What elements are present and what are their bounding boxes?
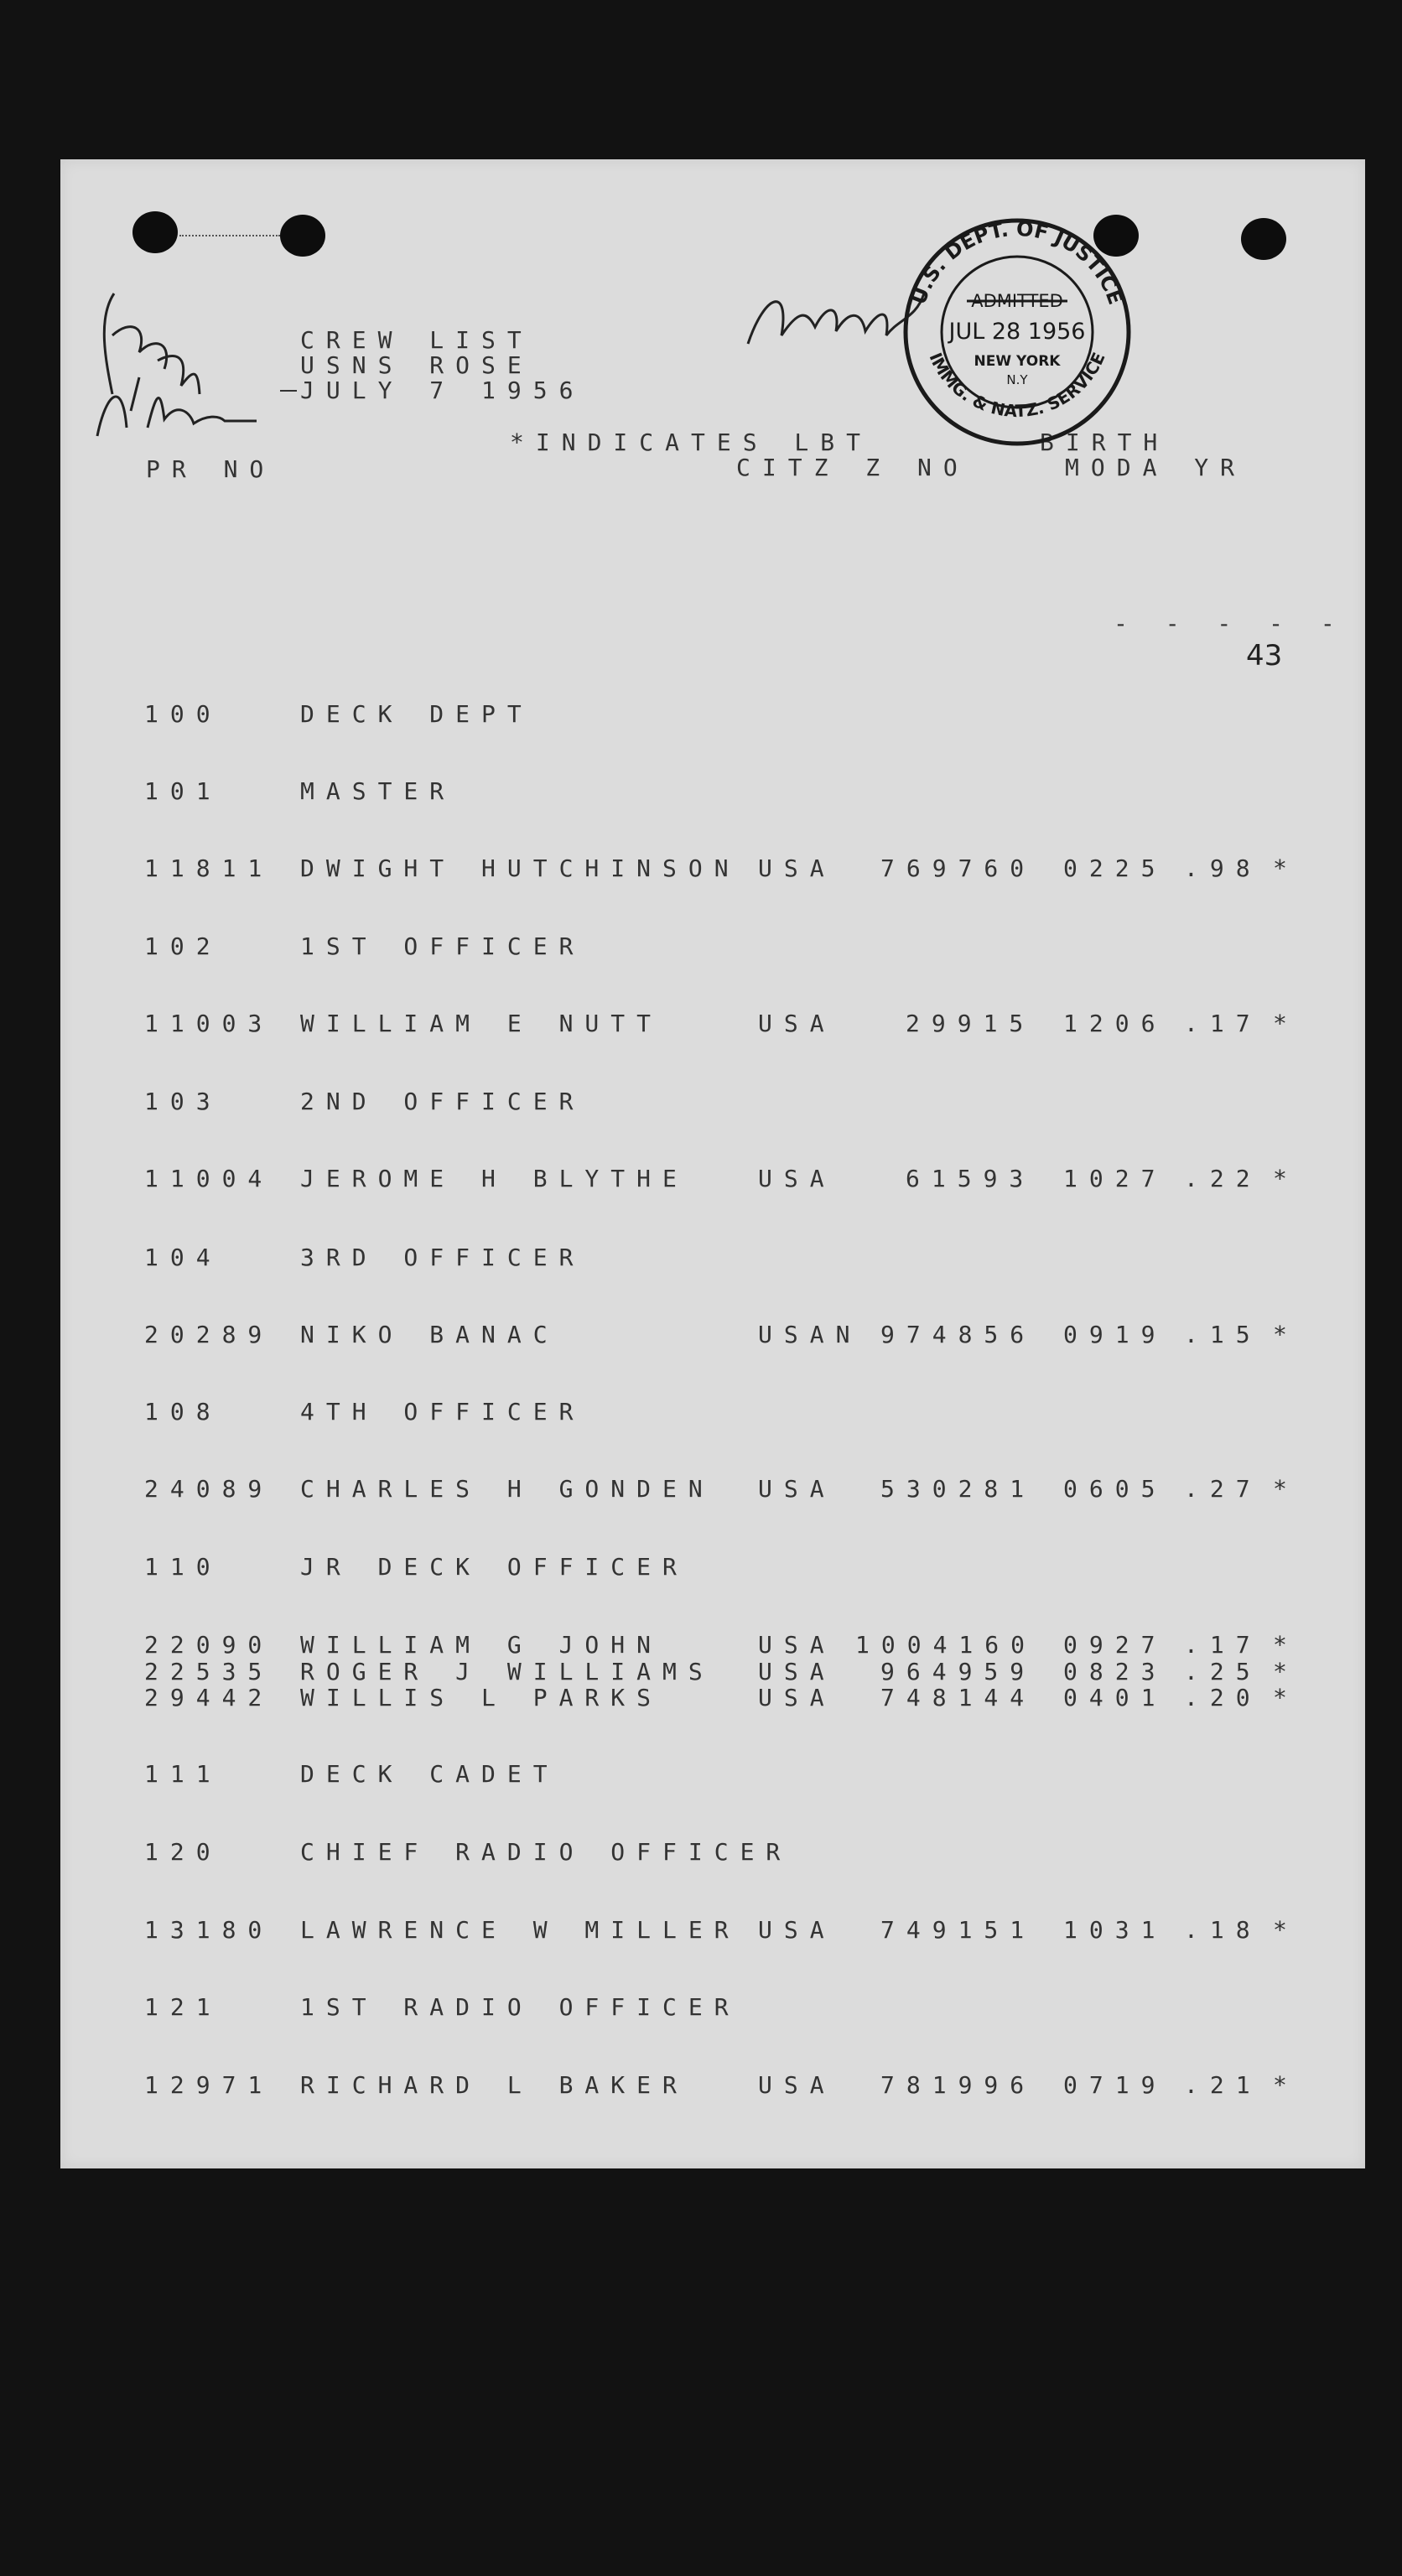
crew-name: WILLIAM E NUTT xyxy=(300,1010,663,1037)
dept-title: 3RD OFFICER xyxy=(300,1244,585,1271)
crew-lbt-mark: * xyxy=(1273,1684,1299,1711)
crew-lbt-mark: * xyxy=(1273,1916,1299,1944)
crew-z-number: 1004160 xyxy=(855,1631,1037,1659)
dept-code: 103 xyxy=(144,1088,222,1115)
crew-z-number: 964959 xyxy=(880,1658,1036,1685)
crew-birth-yr: .22 xyxy=(1184,1165,1262,1192)
crew-pr-no: 13180 xyxy=(144,1916,274,1944)
immigration-stamp xyxy=(879,206,1155,449)
crew-pr-no: 20289 xyxy=(144,1321,274,1348)
crew-citizenship: USA xyxy=(758,1010,836,1037)
crew-name: NIKO BANAC xyxy=(300,1321,559,1348)
crew-birth-yr: .15 xyxy=(1184,1321,1262,1348)
punch-hole xyxy=(132,211,178,253)
stamp-state: N.Y xyxy=(1006,372,1028,387)
crew-z-number: 748144 xyxy=(880,1684,1036,1711)
dept-code: 108 xyxy=(144,1398,222,1426)
dept-code: 101 xyxy=(144,777,222,805)
dept-title: 4TH OFFICER xyxy=(300,1398,585,1426)
crew-pr-no: 11004 xyxy=(144,1165,274,1192)
birth-label: BIRTH xyxy=(1040,428,1170,456)
dept-code: 111 xyxy=(144,1760,222,1788)
crew-birth-moda: 0225 xyxy=(1063,854,1167,882)
crew-birth-moda: 0719 xyxy=(1063,2071,1167,2099)
crew-z-number: 530281 xyxy=(880,1475,1036,1503)
crew-birth-yr: .25 xyxy=(1184,1658,1262,1685)
crew-lbt-mark: * xyxy=(1273,1321,1299,1348)
crew-z-number: 769760 xyxy=(880,854,1036,882)
crew-name: WILLIAM G JOHN xyxy=(300,1631,663,1659)
crew-lbt-mark: * xyxy=(1273,1010,1299,1037)
crew-z-number: 749151 xyxy=(880,1916,1036,1944)
crew-pr-no: 12971 xyxy=(144,2071,274,2099)
crew-lbt-mark: * xyxy=(1273,1165,1299,1192)
crew-birth-yr: .27 xyxy=(1184,1475,1262,1503)
crew-birth-yr: .21 xyxy=(1184,2071,1262,2099)
dept-title: 2ND OFFICER xyxy=(300,1088,585,1115)
stamp-bottom-arc: IMMG. & NATZ. SERVICE xyxy=(925,349,1109,422)
title-line-3: JULY 7 1956 xyxy=(300,377,585,404)
crew-birth-moda: 1206 xyxy=(1063,1010,1167,1037)
crew-birth-moda: 0919 xyxy=(1063,1321,1167,1348)
crew-birth-yr: .20 xyxy=(1184,1684,1262,1711)
crew-citizenship: USA xyxy=(758,854,836,882)
crew-birth-yr: .17 xyxy=(1184,1010,1262,1037)
crew-name: DWIGHT HUTCHINSON xyxy=(300,854,740,882)
dept-title: DECK DEPT xyxy=(300,700,533,728)
dept-title: 1ST RADIO OFFICER xyxy=(300,1993,740,2021)
crew-name: JEROME H BLYTHE xyxy=(300,1165,688,1192)
dept-code: 100 xyxy=(144,700,222,728)
typed-dash xyxy=(280,390,297,392)
crew-birth-moda: 1027 xyxy=(1063,1165,1167,1192)
dept-title: 1ST OFFICER xyxy=(300,932,585,960)
crew-birth-moda: 0605 xyxy=(1063,1475,1167,1503)
crew-z-number: 781996 xyxy=(880,2071,1036,2099)
crew-name: WILLIS L PARKS xyxy=(300,1684,663,1711)
birth-subheader: MODA YR xyxy=(1065,454,1247,481)
title-line-1: CREW LIST xyxy=(300,326,533,354)
crew-name: CHARLES H GONDEN xyxy=(300,1475,714,1503)
punch-hole xyxy=(1241,218,1286,260)
crew-z-number: 61593 xyxy=(906,1165,1036,1192)
crew-pr-no: 22535 xyxy=(144,1658,274,1685)
dept-title: CHIEF RADIO OFFICER xyxy=(300,1838,792,1866)
crew-lbt-mark: * xyxy=(1273,1631,1299,1659)
crew-citizenship: USA xyxy=(758,1658,836,1685)
crew-birth-yr: .17 xyxy=(1184,1631,1262,1659)
crew-lbt-mark: * xyxy=(1273,1658,1299,1685)
crew-citizenship: USAN xyxy=(758,1321,862,1348)
dept-code: 110 xyxy=(144,1553,222,1581)
page-number: 43 xyxy=(1246,639,1283,673)
crew-birth-yr: .98 xyxy=(1184,854,1262,882)
stamp-city: NEW YORK xyxy=(974,353,1061,370)
crew-birth-yr: .18 xyxy=(1184,1916,1262,1944)
crew-list-sheet xyxy=(60,159,1365,2168)
dept-code: 121 xyxy=(144,1993,222,2021)
crew-citizenship: USA xyxy=(758,1684,836,1711)
dept-code: 104 xyxy=(144,1244,222,1271)
crew-lbt-mark: * xyxy=(1273,2071,1299,2099)
crew-z-number: 29915 xyxy=(906,1010,1036,1037)
crew-lbt-mark: * xyxy=(1273,854,1299,882)
crew-citizenship: USA xyxy=(758,2071,836,2099)
crew-lbt-mark: * xyxy=(1273,1475,1299,1503)
crew-birth-moda: 0823 xyxy=(1063,1658,1167,1685)
punch-hole xyxy=(280,215,325,257)
crew-name: RICHARD L BAKER xyxy=(300,2071,688,2099)
dept-title: DECK CADET xyxy=(300,1760,559,1788)
crew-citizenship: USA xyxy=(758,1916,836,1944)
crew-z-number: 974856 xyxy=(880,1321,1036,1348)
crew-birth-moda: 1031 xyxy=(1063,1916,1167,1944)
legend-line-2: CITZ Z NO xyxy=(736,454,969,481)
crew-pr-no: 11811 xyxy=(144,854,274,882)
title-line-2: USNS ROSE xyxy=(300,351,533,379)
stamp-top-arc: U.S. DEPT. OF JUSTICE xyxy=(906,216,1128,308)
crew-pr-no: 24089 xyxy=(144,1475,274,1503)
dept-title: JR DECK OFFICER xyxy=(300,1553,688,1581)
pencil-mark xyxy=(179,235,280,237)
crew-pr-no: 29442 xyxy=(144,1684,274,1711)
crew-citizenship: USA xyxy=(758,1165,836,1192)
crew-citizenship: USA xyxy=(758,1631,836,1659)
typed-dashes: - - - - - xyxy=(1114,610,1347,637)
crew-name: ROGER J WILLIAMS xyxy=(300,1658,714,1685)
crew-birth-moda: 0401 xyxy=(1063,1684,1167,1711)
crew-pr-no: 11003 xyxy=(144,1010,274,1037)
crew-name: LAWRENCE W MILLER xyxy=(300,1916,740,1944)
dept-title: MASTER xyxy=(300,777,456,805)
crew-citizenship: USA xyxy=(758,1475,836,1503)
handwritten-initials xyxy=(80,268,299,461)
legend-line-1: *INDICATES LBT xyxy=(510,428,873,456)
stamp-admitted: ADMITTED xyxy=(971,291,1063,311)
dept-code: 120 xyxy=(144,1838,222,1866)
dept-code: 102 xyxy=(144,932,222,960)
stamp-date: JUL 28 1956 xyxy=(948,319,1086,345)
crew-pr-no: 22090 xyxy=(144,1631,274,1659)
pr-no-header: PR NO xyxy=(146,455,276,483)
crew-birth-moda: 0927 xyxy=(1063,1631,1167,1659)
